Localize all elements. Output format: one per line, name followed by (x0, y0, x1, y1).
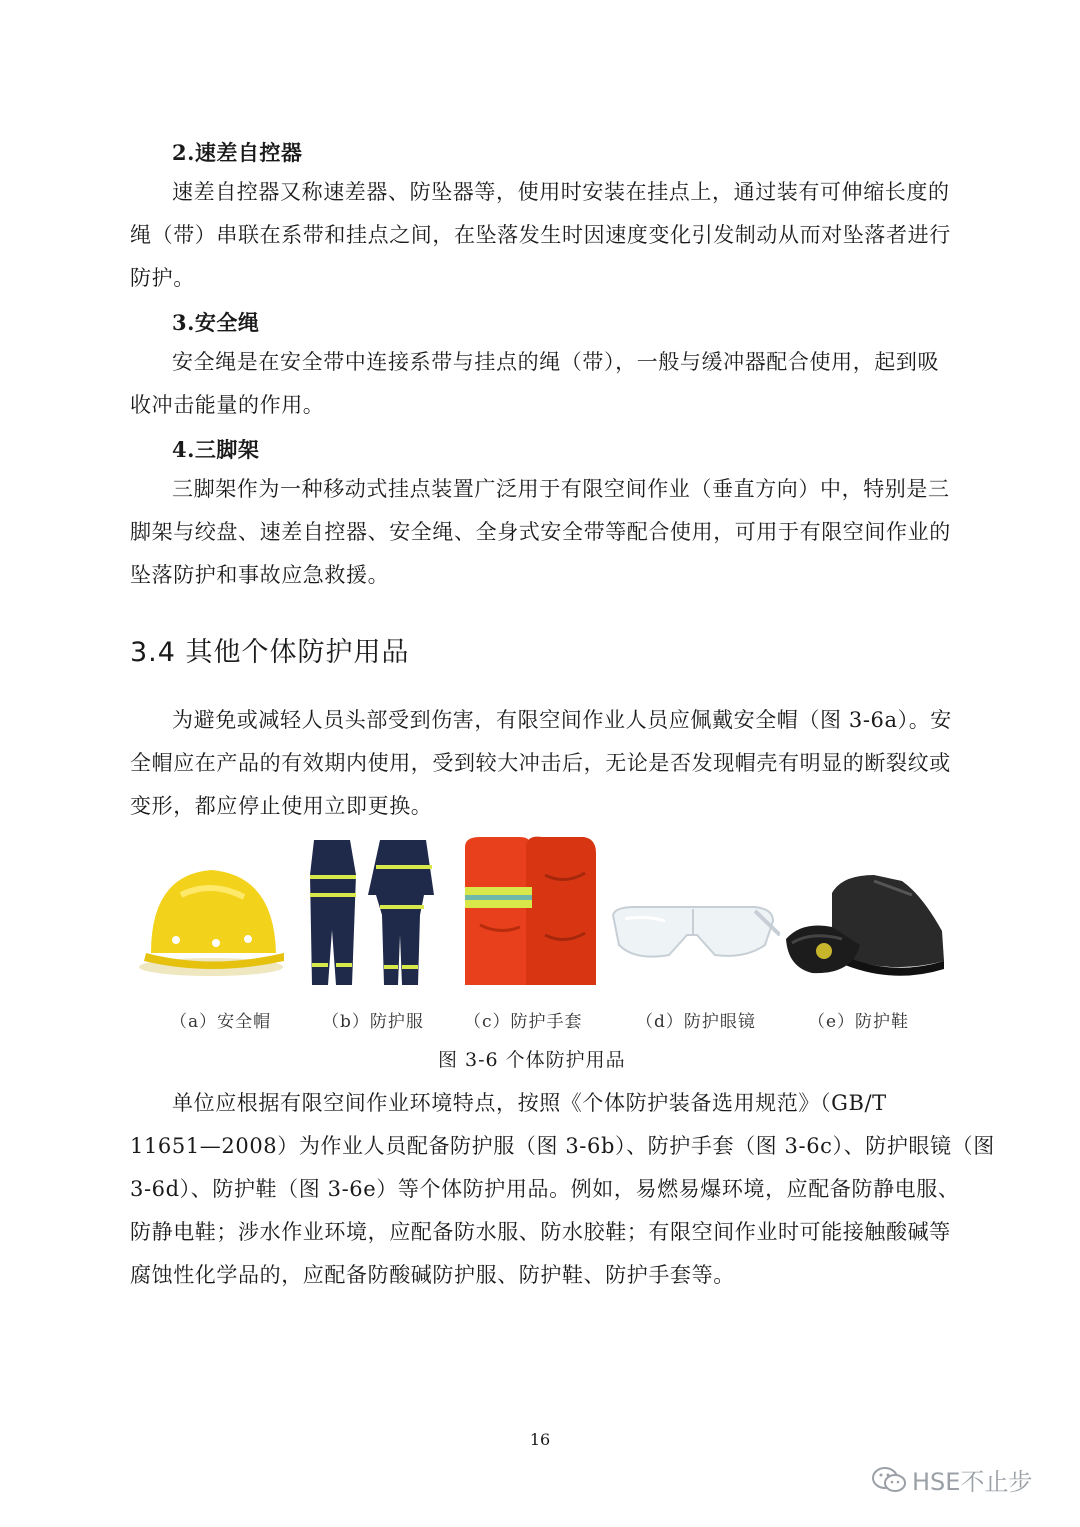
paragraph-line: 变形，都应停止使用立即更换。 (130, 794, 433, 818)
figure-caption-b: （b）防护服 (322, 1012, 424, 1032)
figure-caption-d: （d）防护眼镜 (636, 1012, 756, 1032)
section-heading: 3.4 其他个体防护用品 (130, 637, 410, 668)
section-title-safety-rope: 3.安全绳 (172, 310, 260, 335)
paragraph-line: 腐蚀性化学品的，应配备防酸碱防护服、防护鞋、防护手套等。 (130, 1263, 735, 1287)
paragraph-line: 单位应根据有限空间作业环境特点，按照《个体防护装备选用规范》（GB/T (172, 1091, 887, 1115)
paragraph-line: 11651—2008）为作业人员配备防护服（图 3-6b）、防护手套（图 3-6c）、防护眼镜（图 (130, 1134, 995, 1158)
paragraph-line: 坠落防护和事故应急救援。 (130, 563, 390, 587)
section-title-speed-arrester: 2.速差自控器 (172, 140, 303, 165)
paragraph-line: 三脚架作为一种移动式挂点装置广泛用于有限空间作业（垂直方向）中，特别是三 (172, 477, 950, 501)
goggles-image (605, 835, 780, 985)
section-title-tripod: 4.三脚架 (172, 437, 260, 462)
page-number: 16 (529, 1430, 551, 1449)
watermark-text: HSE不止步 (912, 1468, 1033, 1496)
paragraph-line: 为避免或减轻人员头部受到伤害，有限空间作业人员应佩戴安全帽（图 3-6a）。安 (172, 708, 952, 732)
paragraph-line: 防护。 (130, 266, 195, 290)
paragraph-line: 绳（带）串联在系带和挂点之间，在坠落发生时因速度变化引发制动从而对坠落者进行 (130, 223, 951, 247)
paragraph-line: 全帽应在产品的有效期内使用，受到较大冲击后，无论是否发现帽壳有明显的断裂纹或 (130, 751, 951, 775)
figure-title: 图 3-6 个体防护用品 (438, 1049, 626, 1071)
gloves-image (460, 835, 600, 987)
paragraph-line: 防静电鞋；涉水作业环境，应配备防水服、防水胶鞋；有限空间作业时可能接触酸碱等 (130, 1220, 951, 1244)
watermark (872, 1462, 1032, 1497)
paragraph-line: 速差自控器又称速差器、防坠器等，使用时安装在挂点上，通过装有可伸缩长度的 (172, 180, 950, 204)
helmet-image (136, 835, 286, 985)
figure-caption-e: （e）防护鞋 (808, 1012, 910, 1032)
paragraph-line: 3-6d）、防护鞋（图 3-6e）等个体防护用品。例如，易燃易爆环境，应配备防静电服、 (130, 1177, 960, 1201)
wechat-icon (872, 1466, 906, 1494)
paragraph-line: 安全绳是在安全带中连接系带与挂点的绳（带），一般与缓冲器配合使用，起到吸 (172, 350, 940, 374)
paragraph-line: 收冲击能量的作用。 (130, 393, 325, 417)
figure-caption-c: （c）防护手套 (464, 1012, 583, 1032)
figure-caption-a: （a）安全帽 (170, 1012, 272, 1032)
safety-shoes-image (782, 835, 947, 985)
protective-suit-image (302, 835, 442, 990)
paragraph-line: 脚架与绞盘、速差自控器、安全绳、全身式安全带等配合使用，可用于有限空间作业的 (130, 520, 951, 544)
